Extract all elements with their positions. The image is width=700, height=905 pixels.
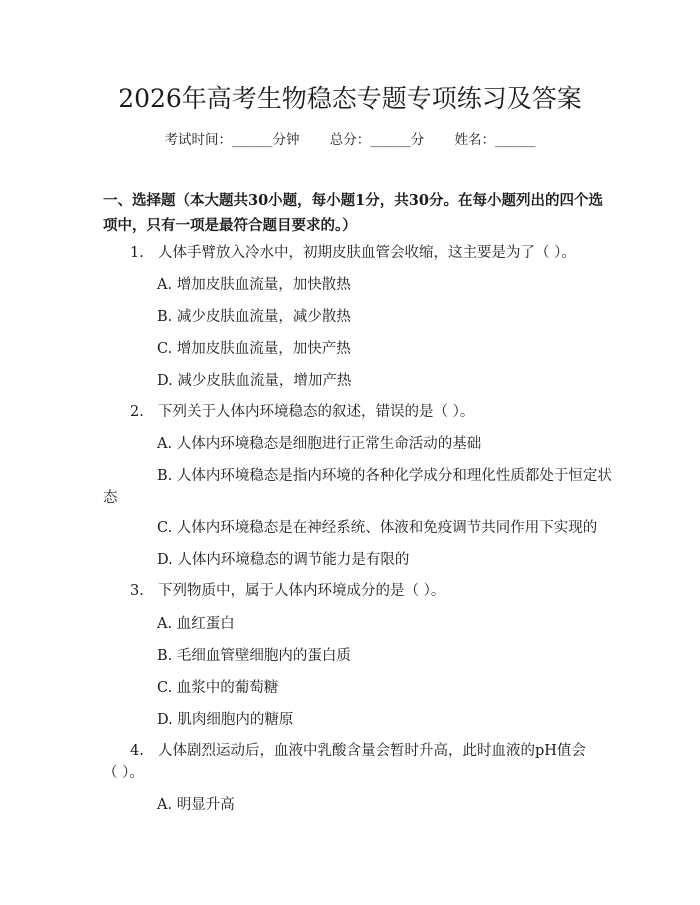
question-text: 下列关于人体内环境稳态的叙述，错误的是（ ）。 xyxy=(158,404,475,420)
exam-time: 考试时间：______分钟 xyxy=(164,132,300,148)
option-c: C. 人体内环境稳态是在神经系统、体液和免疫调节共同作用下实现的 xyxy=(157,520,598,536)
total-score: 总分：______分 xyxy=(329,132,425,148)
question-text-continued: （ ）。 xyxy=(103,765,144,781)
option-d: D. 减少皮肤血流量，增加产热 xyxy=(157,373,352,389)
question-number: 3. xyxy=(130,583,144,599)
question-number: 2. xyxy=(130,404,144,420)
option-d: D. 人体内环境稳态的调节能力是有限的 xyxy=(157,552,410,568)
question-number: 4. xyxy=(130,743,144,759)
section-heading: 一、选择题（本大题共30小题，每小题1分，共30分。在每小题列出的四个选项中，只有一项是最符合题目要求的。） xyxy=(103,192,603,234)
option-c: C. 增加皮肤血流量，加快产热 xyxy=(157,341,351,357)
question-text: 人体手臂放入冷水中，初期皮肤血管会收缩，这主要是为了（ ）。 xyxy=(158,245,576,261)
question-text: 下列物质中，属于人体内环境成分的是（ ）。 xyxy=(158,583,446,599)
option-b-continued: 态 xyxy=(103,490,118,506)
option-a: A. 血红蛋白 xyxy=(157,616,235,632)
option-b: B. 人体内环境稳态是指内环境的各种化学成分和理化性质都处于恒定状 xyxy=(157,468,612,484)
option-a: A. 增加皮肤血流量，加快散热 xyxy=(157,277,351,293)
question-text: 人体剧烈运动后，血液中乳酸含量会暂时升高，此时血液的pH值会 xyxy=(158,743,586,759)
exam-info xyxy=(0,130,700,150)
student-name: 姓名：______ xyxy=(454,132,536,148)
page-title: 2026年高考生物稳态专题专项练习及答案 xyxy=(118,84,582,113)
option-d: D. 肌肉细胞内的糖原 xyxy=(157,712,294,728)
question-number: 1. xyxy=(130,245,144,261)
option-a: A. 明显升高 xyxy=(157,797,235,813)
option-b: B. 毛细血管壁细胞内的蛋白质 xyxy=(157,648,351,664)
option-a: A. 人体内环境稳态是细胞进行正常生命活动的基础 xyxy=(157,436,482,452)
option-c: C. 血浆中的葡萄糖 xyxy=(157,680,279,696)
option-b: B. 减少皮肤血流量，减少散热 xyxy=(157,309,351,325)
